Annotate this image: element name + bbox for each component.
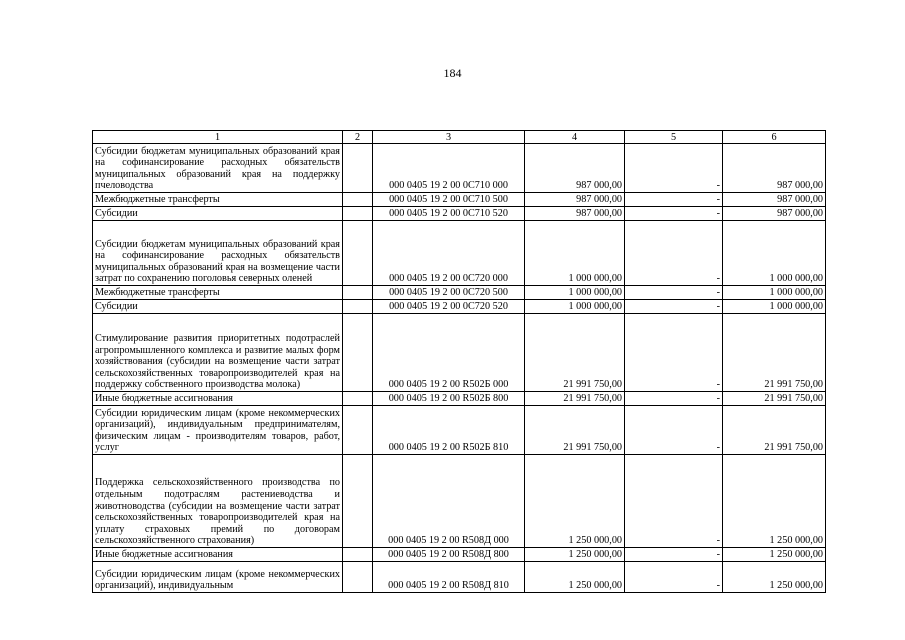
row-code: 000 0405 19 2 00 0С710 520: [373, 207, 525, 221]
row-col2: [343, 548, 373, 562]
row-amount: 1 250 000,00: [525, 548, 625, 562]
row-col2: [343, 392, 373, 406]
row-amount: 1 000 000,00: [525, 286, 625, 300]
header-cell-4: 4: [525, 131, 625, 144]
row-change: -: [625, 300, 723, 314]
row-code: 000 0405 19 2 00 R508Д 000: [373, 455, 525, 548]
row-amount: 987 000,00: [525, 144, 625, 193]
row-col2: [343, 207, 373, 221]
row-name: Субсидии юридическим лицам (кроме некоммерческих организаций), индивидуальным предпринимателям, физическим лицам - производителям товаров, работ, услуг: [93, 406, 343, 455]
header-cell-2: 2: [343, 131, 373, 144]
header-cell-6: 6: [723, 131, 826, 144]
row-change: -: [625, 221, 723, 286]
table-row: [93, 392, 826, 406]
row-change: -: [625, 314, 723, 392]
row-name: Поддержка сельскохозяйственного производства по отдельным подотраслям растениеводства и животноводства (субсидии на возмещение части затрат сельскохозяйственных товаропроизводителей края на уплату страховых премий по договорам сельскохозяйственного страхования): [93, 455, 343, 548]
budget-table: [92, 130, 826, 593]
row-amount: 987 000,00: [525, 207, 625, 221]
header-cell-1: 1: [93, 131, 343, 144]
row-amount: 1 250 000,00: [525, 562, 625, 593]
row-col2: [343, 144, 373, 193]
page-number: 184: [443, 66, 462, 80]
row-total: 1 000 000,00: [723, 300, 826, 314]
row-name: Иные бюджетные ассигнования: [93, 392, 343, 406]
row-total: 1 250 000,00: [723, 548, 826, 562]
row-name: Субсидии бюджетам муниципальных образований края на софинансирование расходных обязательств муниципальных образований края на поддержку пчеловодства: [93, 144, 343, 193]
row-change: -: [625, 406, 723, 455]
row-code: 000 0405 19 2 00 R508Д 800: [373, 548, 525, 562]
table-row: [93, 548, 826, 562]
row-col2: [343, 455, 373, 548]
row-col2: [343, 406, 373, 455]
table-row: [93, 406, 826, 455]
header-row: [93, 131, 826, 144]
row-code: 000 0405 19 2 00 R502Б 810: [373, 406, 525, 455]
table-row: [93, 286, 826, 300]
row-change: -: [625, 144, 723, 193]
row-amount: 21 991 750,00: [525, 314, 625, 392]
row-name: Субсидии бюджетам муниципальных образований края на софинансирование расходных обязательств муниципальных образований края на возмещение части затрат по сохранению поголовья северных оленей: [93, 221, 343, 286]
header-cell-3: 3: [373, 131, 525, 144]
row-total: 1 250 000,00: [723, 562, 826, 593]
row-col2: [343, 300, 373, 314]
header-cell-5: 5: [625, 131, 723, 144]
table-row: [93, 562, 826, 593]
row-name: Стимулирование развития приоритетных подотраслей агропромышленного комплекса и развитие малых форм хозяйствования (субсидии на возмещение части затрат сельскохозяйственных товаропроизводителей края на поддержку собственного производства молока): [93, 314, 343, 392]
row-code: 000 0405 19 2 00 R502Б 800: [373, 392, 525, 406]
row-code: 000 0405 19 2 00 0С710 000: [373, 144, 525, 193]
row-change: -: [625, 455, 723, 548]
table-row: [93, 221, 826, 286]
row-total: 1 000 000,00: [723, 286, 826, 300]
row-amount: 21 991 750,00: [525, 392, 625, 406]
row-change: -: [625, 548, 723, 562]
row-col2: [343, 314, 373, 392]
row-change: -: [625, 193, 723, 207]
row-col2: [343, 193, 373, 207]
row-total: 987 000,00: [723, 207, 826, 221]
row-total: 21 991 750,00: [723, 406, 826, 455]
row-total: 987 000,00: [723, 144, 826, 193]
row-code: 000 0405 19 2 00 0С720 520: [373, 300, 525, 314]
table-row: [93, 300, 826, 314]
row-name: Межбюджетные трансферты: [93, 193, 343, 207]
table-row: [93, 207, 826, 221]
table-row: [93, 314, 826, 392]
row-total: 21 991 750,00: [723, 314, 826, 392]
row-code: 000 0405 19 2 00 R508Д 810: [373, 562, 525, 593]
row-code: 000 0405 19 2 00 R502Б 000: [373, 314, 525, 392]
row-col2: [343, 286, 373, 300]
row-name: Субсидии: [93, 300, 343, 314]
table-row: [93, 144, 826, 193]
row-total: 1 250 000,00: [723, 455, 826, 548]
row-code: 000 0405 19 2 00 0С710 500: [373, 193, 525, 207]
row-total: 987 000,00: [723, 193, 826, 207]
row-change: -: [625, 562, 723, 593]
row-amount: 21 991 750,00: [525, 406, 625, 455]
row-total: 21 991 750,00: [723, 392, 826, 406]
table-row: [93, 455, 826, 548]
row-name: Субсидии: [93, 207, 343, 221]
row-name: Межбюджетные трансферты: [93, 286, 343, 300]
row-change: -: [625, 207, 723, 221]
row-total: 1 000 000,00: [723, 221, 826, 286]
row-code: 000 0405 19 2 00 0С720 500: [373, 286, 525, 300]
row-amount: 1 000 000,00: [525, 300, 625, 314]
row-name: Иные бюджетные ассигнования: [93, 548, 343, 562]
row-col2: [343, 221, 373, 286]
row-col2: [343, 562, 373, 593]
table-row: [93, 193, 826, 207]
row-code: 000 0405 19 2 00 0С720 000: [373, 221, 525, 286]
row-change: -: [625, 392, 723, 406]
row-amount: 1 000 000,00: [525, 221, 625, 286]
row-name: Субсидии юридическим лицам (кроме некоммерческих организаций), индивидуальным: [93, 562, 343, 593]
row-change: -: [625, 286, 723, 300]
row-amount: 987 000,00: [525, 193, 625, 207]
row-amount: 1 250 000,00: [525, 455, 625, 548]
